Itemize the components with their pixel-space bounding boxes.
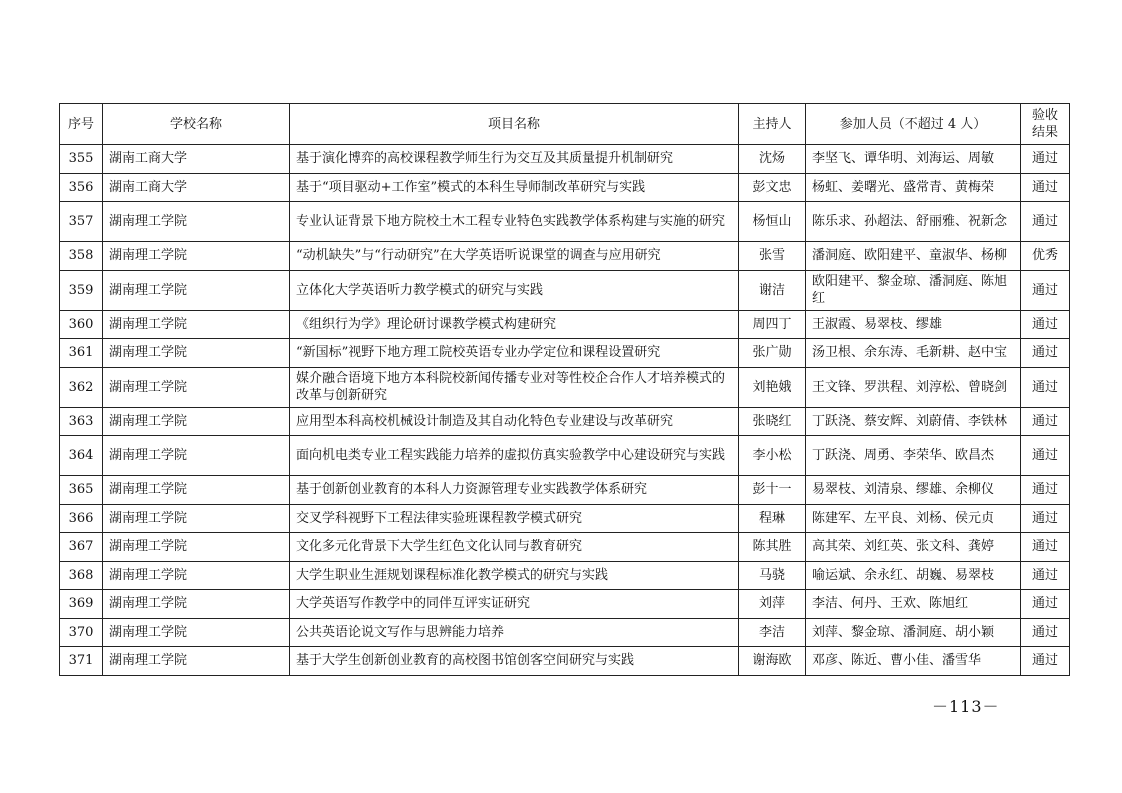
cell-seq: 364 (60, 436, 103, 476)
cell-project: 基于创新创业教育的本科人力资源管理专业实践教学体系研究 (290, 476, 739, 505)
cell-result: 通过 (1021, 145, 1070, 174)
project-table (59, 103, 1070, 676)
cell-members: 易翠枝、刘清泉、缪雄、余柳仪 (806, 476, 1021, 505)
table-row (60, 202, 1070, 242)
cell-school: 湖南理工学院 (103, 436, 290, 476)
cell-result: 通过 (1021, 407, 1070, 436)
cell-project: 立体化大学英语听力教学模式的研究与实践 (290, 270, 739, 310)
cell-members: 潘洞庭、欧阳建平、童淑华、杨柳 (806, 242, 1021, 271)
cell-project: 大学英语写作教学中的同伴互评实证研究 (290, 590, 739, 619)
cell-school: 湖南理工学院 (103, 504, 290, 533)
cell-seq: 365 (60, 476, 103, 505)
cell-result: 通过 (1021, 436, 1070, 476)
cell-result: 通过 (1021, 618, 1070, 647)
table-row (60, 310, 1070, 339)
cell-project: 大学生职业生涯规划课程标准化教学模式的研究与实践 (290, 561, 739, 590)
cell-leader: 刘萍 (739, 590, 806, 619)
cell-members: 李坚飞、谭华明、刘海运、周敏 (806, 145, 1021, 174)
cell-seq: 363 (60, 407, 103, 436)
cell-seq: 371 (60, 647, 103, 676)
header-school: 学校名称 (103, 104, 290, 145)
table-header-row (60, 104, 1070, 145)
cell-result: 通过 (1021, 647, 1070, 676)
cell-project: 面向机电类专业工程实践能力培养的虚拟仿真实验教学中心建设研究与实践 (290, 436, 739, 476)
cell-members: 陈建军、左平良、刘杨、侯元贞 (806, 504, 1021, 533)
table-row (60, 647, 1070, 676)
cell-project: “动机缺失”与“行动研究”在大学英语听说课堂的调查与应用研究 (290, 242, 739, 271)
header-members: 参加人员（不超过 4 人） (806, 104, 1021, 145)
table-row (60, 173, 1070, 202)
cell-project: 《组织行为学》理论研讨课教学模式构建研究 (290, 310, 739, 339)
cell-members: 汤卫根、余东涛、毛新耕、赵中宝 (806, 339, 1021, 368)
cell-seq: 356 (60, 173, 103, 202)
page-number: －113－ (932, 697, 1000, 716)
cell-result: 通过 (1021, 270, 1070, 310)
cell-project: 交叉学科视野下工程法律实验班课程教学模式研究 (290, 504, 739, 533)
cell-seq: 361 (60, 339, 103, 368)
cell-members: 高其荣、刘红英、张文科、龚婷 (806, 533, 1021, 562)
cell-result: 通过 (1021, 202, 1070, 242)
cell-school: 湖南理工学院 (103, 647, 290, 676)
cell-members: 杨虹、姜曙光、盛常青、黄梅荣 (806, 173, 1021, 202)
cell-seq: 369 (60, 590, 103, 619)
cell-leader: 张广勋 (739, 339, 806, 368)
header-project: 项目名称 (290, 104, 739, 145)
cell-result: 通过 (1021, 590, 1070, 619)
cell-project: 应用型本科高校机械设计制造及其自动化特色专业建设与改革研究 (290, 407, 739, 436)
cell-school: 湖南理工学院 (103, 242, 290, 271)
cell-leader: 马骁 (739, 561, 806, 590)
cell-project: 基于演化博弈的高校课程教学师生行为交互及其质量提升机制研究 (290, 145, 739, 174)
cell-seq: 368 (60, 561, 103, 590)
table-row (60, 618, 1070, 647)
cell-result: 通过 (1021, 310, 1070, 339)
cell-project: 专业认证背景下地方院校土木工程专业特色实践教学体系构建与实施的研究 (290, 202, 739, 242)
cell-members: 丁跃浇、蔡安辉、刘蔚倩、李铁林 (806, 407, 1021, 436)
cell-seq: 367 (60, 533, 103, 562)
cell-seq: 362 (60, 367, 103, 407)
cell-leader: 彭文忠 (739, 173, 806, 202)
cell-members: 喻运斌、余永红、胡巍、易翠枝 (806, 561, 1021, 590)
header-leader: 主持人 (739, 104, 806, 145)
cell-school: 湖南理工学院 (103, 270, 290, 310)
table-row (60, 270, 1070, 310)
cell-leader: 刘艳娥 (739, 367, 806, 407)
cell-seq: 360 (60, 310, 103, 339)
table-row (60, 242, 1070, 271)
cell-project: 公共英语论说文写作与思辨能力培养 (290, 618, 739, 647)
table-row (60, 339, 1070, 368)
cell-project: 文化多元化背景下大学生红色文化认同与教育研究 (290, 533, 739, 562)
cell-seq: 358 (60, 242, 103, 271)
cell-result: 通过 (1021, 367, 1070, 407)
cell-members: 王文锋、罗洪程、刘淳松、曾晓剑 (806, 367, 1021, 407)
cell-leader: 谢海欧 (739, 647, 806, 676)
table-row (60, 561, 1070, 590)
cell-members: 李洁、何丹、王欢、陈旭红 (806, 590, 1021, 619)
cell-school: 湖南理工学院 (103, 561, 290, 590)
cell-result: 通过 (1021, 339, 1070, 368)
table-row (60, 436, 1070, 476)
cell-members: 王淑霞、易翠枝、缪雄 (806, 310, 1021, 339)
cell-school: 湖南理工学院 (103, 533, 290, 562)
table-row (60, 145, 1070, 174)
cell-leader: 彭十一 (739, 476, 806, 505)
table-row (60, 533, 1070, 562)
cell-project: “新国标”视野下地方理工院校英语专业办学定位和课程设置研究 (290, 339, 739, 368)
table-body (60, 145, 1070, 676)
cell-seq: 359 (60, 270, 103, 310)
cell-leader: 杨恒山 (739, 202, 806, 242)
cell-seq: 355 (60, 145, 103, 174)
cell-leader: 李洁 (739, 618, 806, 647)
cell-school: 湖南工商大学 (103, 145, 290, 174)
cell-members: 刘萍、黎金琼、潘洞庭、胡小颖 (806, 618, 1021, 647)
cell-result: 通过 (1021, 561, 1070, 590)
cell-seq: 370 (60, 618, 103, 647)
cell-school: 湖南理工学院 (103, 618, 290, 647)
cell-result: 通过 (1021, 476, 1070, 505)
cell-leader: 谢洁 (739, 270, 806, 310)
cell-result: 通过 (1021, 504, 1070, 533)
cell-seq: 366 (60, 504, 103, 533)
table-row (60, 407, 1070, 436)
cell-school: 湖南理工学院 (103, 339, 290, 368)
cell-school: 湖南理工学院 (103, 407, 290, 436)
cell-project: 基于大学生创新创业教育的高校图书馆创客空间研究与实践 (290, 647, 739, 676)
cell-leader: 张晓红 (739, 407, 806, 436)
cell-school: 湖南理工学院 (103, 590, 290, 619)
cell-leader: 李小松 (739, 436, 806, 476)
header-seq: 序号 (60, 104, 103, 145)
cell-school: 湖南理工学院 (103, 310, 290, 339)
cell-members: 欧阳建平、黎金琼、潘洞庭、陈旭红 (806, 270, 1021, 310)
table-row (60, 367, 1070, 407)
cell-members: 丁跃浇、周勇、李荣华、欧昌杰 (806, 436, 1021, 476)
cell-result: 优秀 (1021, 242, 1070, 271)
cell-result: 通过 (1021, 533, 1070, 562)
header-result: 验收结果 (1021, 104, 1070, 145)
cell-members: 邓彦、陈近、曹小佳、潘雪华 (806, 647, 1021, 676)
cell-leader: 周四丁 (739, 310, 806, 339)
cell-leader: 张雪 (739, 242, 806, 271)
cell-result: 通过 (1021, 173, 1070, 202)
cell-project: 基于“项目驱动+工作室”模式的本科生导师制改革研究与实践 (290, 173, 739, 202)
cell-project: 媒介融合语境下地方本科院校新闻传播专业对等性校企合作人才培养模式的改革与创新研究 (290, 367, 739, 407)
cell-school: 湖南理工学院 (103, 202, 290, 242)
table-row (60, 590, 1070, 619)
cell-leader: 程琳 (739, 504, 806, 533)
cell-members: 陈乐求、孙超法、舒丽雅、祝新念 (806, 202, 1021, 242)
cell-school: 湖南理工学院 (103, 367, 290, 407)
cell-school: 湖南理工学院 (103, 476, 290, 505)
cell-leader: 沈炀 (739, 145, 806, 174)
cell-leader: 陈其胜 (739, 533, 806, 562)
table-row (60, 476, 1070, 505)
table-row (60, 504, 1070, 533)
cell-school: 湖南工商大学 (103, 173, 290, 202)
cell-seq: 357 (60, 202, 103, 242)
